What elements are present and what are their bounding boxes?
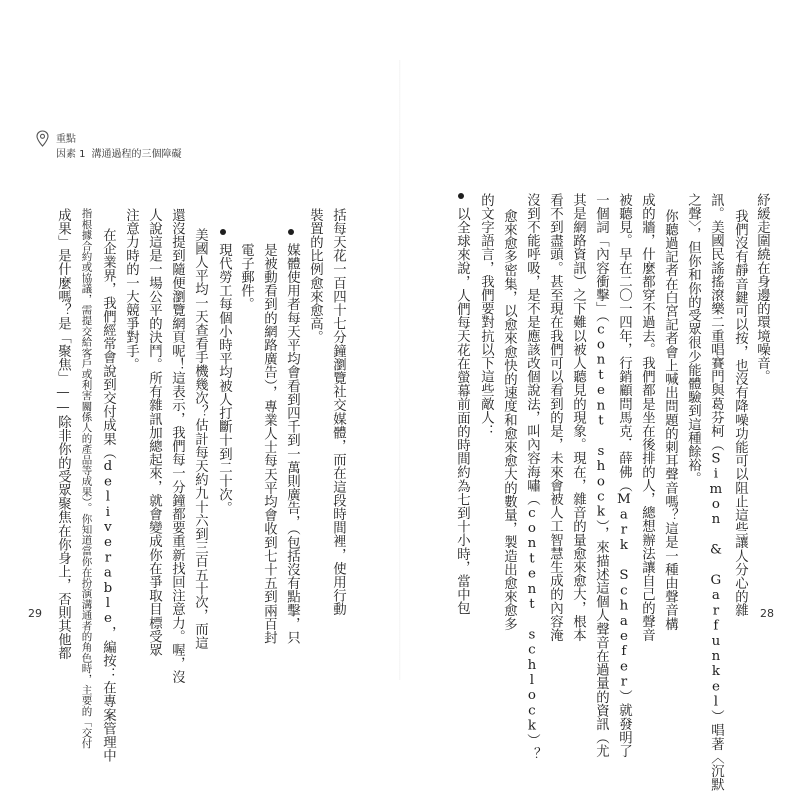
text-line: 成果」是什麼嗎？是「聚焦」——除非你的受眾聚焦在你身上，否則其他都 [55,208,71,660]
bullet-dot-icon [288,229,294,235]
text-line: 人說這是一場公平的決鬥。所有雜訊加總起來，就會變成你在爭取目標受眾 [146,208,162,657]
text-line: 還沒提到隨便瀏覽網頁呢！這表示，我們每一分鐘都要重新找回注意力。喔，沒 [169,208,185,684]
location-pin-icon [36,130,49,147]
text-line: 媒體使用者每天平均會看到四千到一萬則廣告，（包括沒有點擊，只 [284,243,300,645]
text-line: 你聽過記者在白宮記者會上喊出問題的刺耳聲音嗎？這是一種由聲音構 [662,209,678,631]
text-line: 美國人平均一天查看手機幾次？估計每天約九十六到三百五十次，而這 [192,228,208,650]
text-line: 現代勞工每個小時平均被人打斷十到二十次。 [216,243,232,515]
page-number-left: 29 [28,607,42,620]
text-line: 成的牆，什麼都穿不過去。我們都是坐在後排的人，總想辦法讓自己的聲音 [639,193,655,642]
text-line: 其是網路資訊）之下難以被人聽見的現象。現在，雜音的量愈來愈大，根本 [570,193,586,642]
text-line: 看不到盡頭。甚至現在我們可以看到的是，未來會被人工智慧生成的內容淹 [547,193,563,642]
text-line: 以全球來說，人們每天花在螢幕前面的時間約為七到十小時，當中包 [454,207,470,615]
heading-subtitle: 溝通過程的三個障礙 [91,149,182,160]
text-line: 訊。美國民謠搖滾樂二重唱賽門與葛芬柯（Simon & Garfunkel）唱著〈沉默 [708,193,724,791]
text-line: 一個詞「內容衝擊」（content shock），來描述這個人聲音在過量的資訊（尤 [593,193,609,758]
book-gutter [399,60,401,680]
text-line: 我們沒有靜音鍵可以按，也沒有降噪功能可以阻止這些讓人分心的雜 [732,209,748,617]
heading-label: 重點 [56,134,76,145]
text-line: 裝置的比例愈來愈高。 [307,208,323,344]
text-line: 沒到不能呼吸，是不是應該改個說法，叫內容海嘯（content schlock）？ [524,193,540,761]
text-line: 注意力時的一大競爭對手。 [123,208,139,372]
bullet-dot-icon [220,229,226,235]
text-line: 愈來愈多密集，以愈來愈快的速度和愈來愈大的數量，製造出愈來愈多 [501,209,517,631]
text-line: 在企業界，我們經常會說到交付成果（deliverable，編按：在專案管理中 [100,228,116,763]
bullet-dot-icon [458,193,464,199]
text-line: 的文字語言，我們要對抗以下這些敵人： [478,193,494,438]
text-line: 紓緩走圍繞在身邊的環境噪音。 [754,193,770,384]
text-line: 之聲〉，但你和你的受眾很少能體驗到這種餘裕。 [685,193,701,486]
text-line: 括每天花一百四十七分鐘瀏覽社交媒體，而在這段時間裡，使用行動 [330,208,346,616]
page-number-right: 28 [760,607,774,620]
heading-factor: 因素 1 [56,149,86,160]
heading-subtitle-row [56,145,182,160]
text-line: 電子郵件。 [238,243,254,311]
text-line: 被聽見。早在二〇一四年，行銷顧問馬克．薛佛（Mark Schaefer）就發明了 [616,193,632,758]
editor-note-line: 指根據合約或協議，需提交給客戶或利害關係人的產品等成果）。你知道當你在扮演溝通者的角色時，主要的「交付 [80,208,93,749]
text-line: 是被動看到的網路廣告），專業人士每天平均會收到七十五到兩百封 [261,243,277,645]
